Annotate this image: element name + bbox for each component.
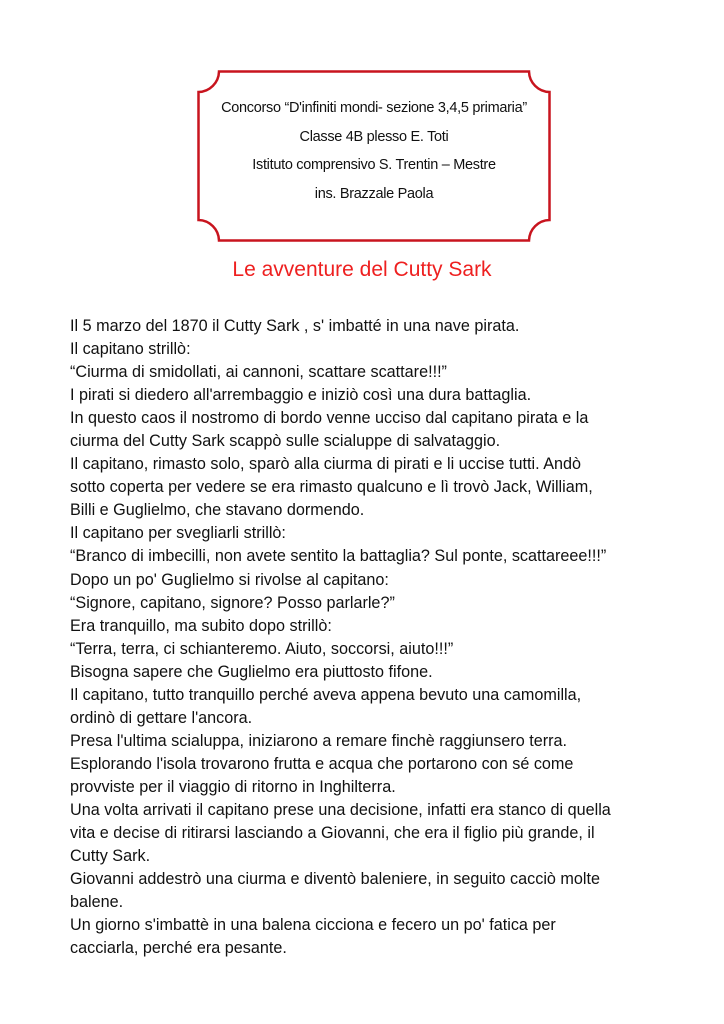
- story-line: ordinò di gettare l'ancora.: [70, 708, 253, 727]
- story-line: Dopo un po' Guglielmo si rivolse al capitano:: [70, 570, 389, 589]
- story-line: Bisogna sapere che Guglielmo era piuttosto fifone.: [70, 662, 433, 681]
- story-line: ciurma del Cutty Sark scappò sulle scialuppe di salvataggio.: [70, 432, 501, 451]
- story-line: Cutty Sark.: [70, 847, 151, 866]
- story-body: [70, 315, 680, 960]
- story-line: “Terra, terra, ci schianteremo. Aiuto, soccorsi, aiuto!!!”: [70, 639, 454, 658]
- header-text: [197, 94, 551, 208]
- story-line: “Signore, capitano, signore? Posso parlarle?”: [70, 593, 395, 612]
- story-line: Il 5 marzo del 1870 il Cutty Sark , s' imbatté in una nave pirata.: [70, 317, 520, 335]
- story-line: Un giorno s'imbattè in una balena cicciona e fecero un po' fatica per: [70, 916, 556, 935]
- story-line: Billi e Guglielmo, che stavano dormendo.: [70, 501, 365, 520]
- story-line: I pirati si diedero all'arrembaggio e iniziò così una dura battaglia.: [70, 386, 532, 405]
- teacher-line: ins. Brazzale Paola: [314, 185, 434, 202]
- story-line: Presa l'ultima scialuppa, iniziarono a remare finchè raggiunsero terra.: [70, 731, 568, 750]
- story-line: cacciarla, perché era pesante.: [70, 939, 287, 958]
- contest-line: Concorso “D'infiniti mondi- sezione 3,4,5 primaria”: [221, 100, 527, 116]
- story-line: “Ciurma di smidollati, ai cannoni, scattare scattare!!!”: [70, 363, 447, 382]
- story-title: Le avventure del Cutty Sark: [232, 258, 492, 281]
- class-line: Classe 4B plesso E. Toti: [299, 128, 449, 145]
- school-line: Istituto comprensivo S. Trentin – Mestre: [252, 157, 496, 173]
- story-line: sotto coperta per vedere se era rimasto qualcuno e lì trovò Jack, William,: [70, 478, 593, 497]
- story-line: Il capitano strillò:: [70, 340, 191, 359]
- story-line: vita e decise di ritirarsi lasciando a Giovanni, che era il figlio più grande, il: [70, 824, 595, 843]
- story-line: Una volta arrivati il capitano prese una decisione, infatti era stanco di quella: [70, 800, 611, 819]
- story-line: Il capitano, rimasto solo, sparò alla ciurma di pirati e li uccise tutti. Andò: [70, 455, 582, 474]
- header-frame: [197, 70, 551, 242]
- story-line: Era tranquillo, ma subito dopo strillò:: [70, 616, 332, 635]
- story-line: balene.: [70, 893, 124, 912]
- story-line: provviste per il viaggio di ritorno in Inghilterra.: [70, 777, 396, 796]
- story-line: “Branco di imbecilli, non avete sentito la battaglia? Sul ponte, scattareee!!!”: [70, 547, 607, 566]
- story-line: Il capitano, tutto tranquillo perché aveva appena bevuto una camomilla,: [70, 685, 582, 704]
- story-line: Il capitano per svegliarli strillò:: [70, 524, 286, 543]
- story-line: In questo caos il nostromo di bordo venne ucciso dal capitano pirata e la: [70, 409, 589, 428]
- story-line: Giovanni addestrò una ciurma e diventò baleniere, in seguito cacciò molte: [70, 870, 600, 889]
- story-line: Esplorando l'isola trovarono frutta e acqua che portarono con sé come: [70, 754, 574, 773]
